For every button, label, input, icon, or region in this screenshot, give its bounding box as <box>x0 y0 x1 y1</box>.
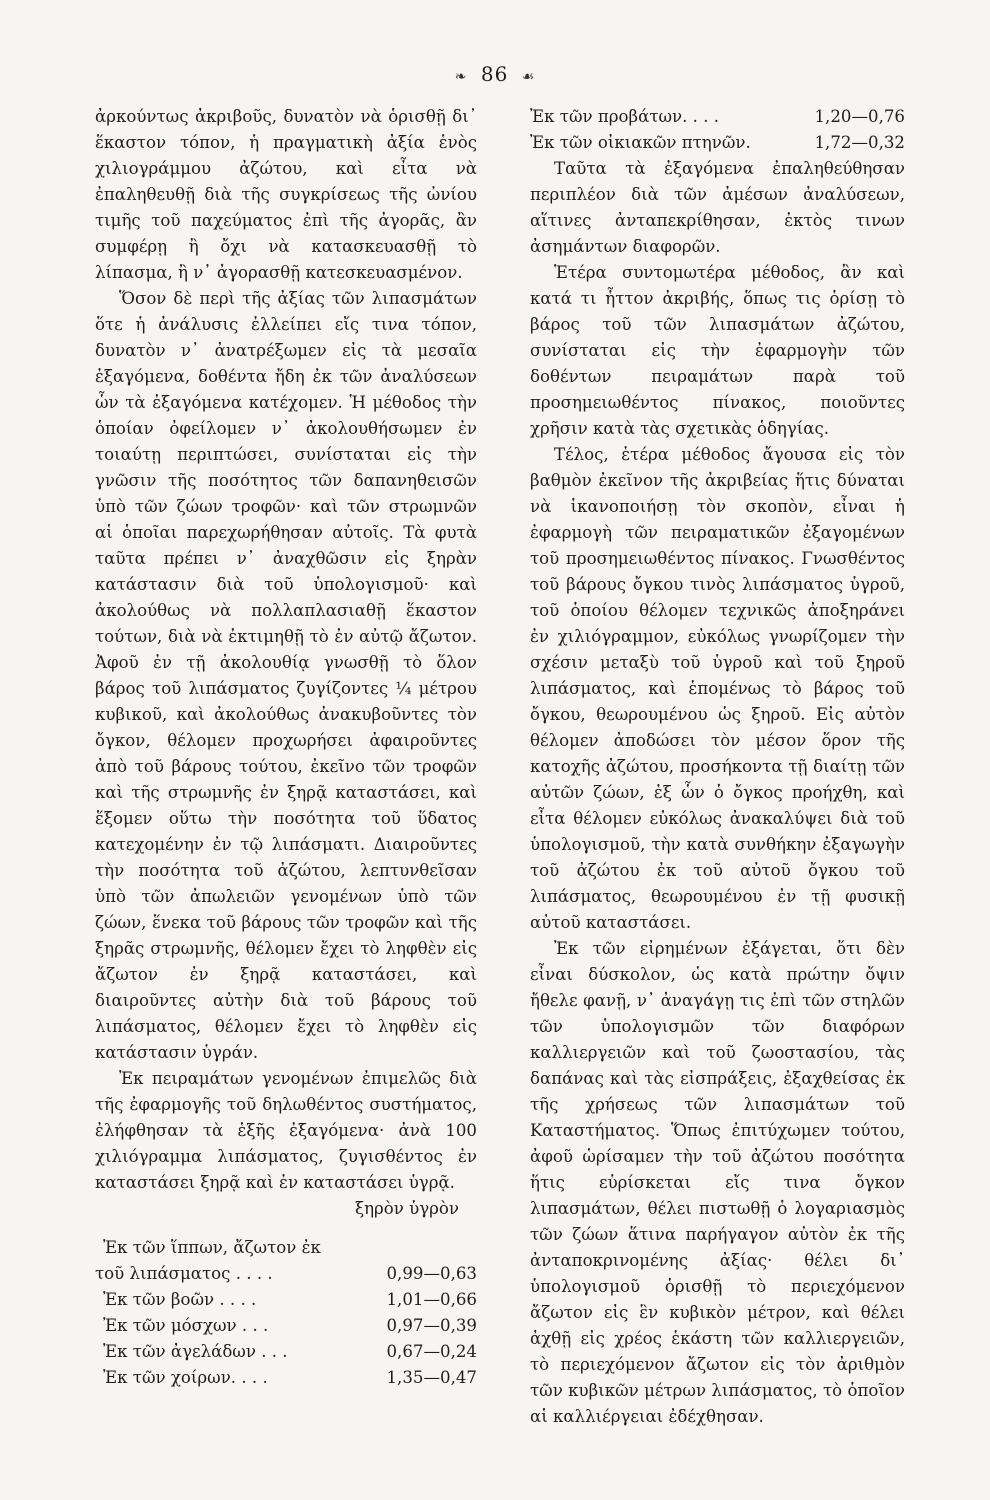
row-value: 1,72—0,32 <box>814 133 905 152</box>
table-row <box>95 1287 477 1313</box>
row-label: τοῦ λιπάσματος . . . . <box>95 1264 273 1283</box>
paragraph: ἀρκούντως ἀκριβοῦς, δυνατὸν νὰ ὁρισθῇ δι᾽ ἕκαστον τόπον, ἡ πραγματικὴ ἀξία ἑνὸς χιλιογράμμου ἀζώτου, καὶ εἶτα νὰ ἐπαληθευθῇ διὰ τῆς συγκρίσεως τῆς ὠνίου τιμῆς τοῦ παχεύματος ἐπὶ τῆς ἀγορᾶς, ἂν συμφέρῃ ἢ ὄχι νὰ κατασκευασθῇ τὸ λίπασμα, ἢ ν᾽ ἀγορασθῇ κατεσκευασμένον. <box>95 107 477 282</box>
row-value: 0,97—0,39 <box>386 1316 477 1335</box>
table-row <box>95 1313 477 1339</box>
paragraph: Ἐκ πειραμάτων γενομένων ἐπιμελῶς διὰ τῆς ἐφαρμογῆς τοῦ δηλωθέντος συστήματος, ἐλήφθησαν τὰ ἑξῆς ἐξαγόμενα· ἀνὰ 100 χιλιόγραμμα λιπάσματος, ζυγισθέντος ἐν καταστάσει ξηρᾷ καὶ ἐν καταστάσει ὑγρᾷ. <box>95 1069 477 1192</box>
table-row <box>95 1261 477 1287</box>
table-row <box>95 1365 477 1391</box>
row-value: 0,99—0,63 <box>386 1264 477 1283</box>
row-label: Ἐκ τῶν οἰκιακῶν πτηνῶν. <box>530 133 751 152</box>
page-number: 86 <box>480 62 509 86</box>
page-header <box>0 62 990 86</box>
paragraph: Ὅσον δὲ περὶ τῆς ἀξίας τῶν λιπασμάτων ὅτε ἡ ἀνάλυσις ἐλλείπει εἴς τινα τόπον, δυνατὸν ν᾽ ἀνατρέξωμεν εἰς τὰ μεσαῖα ἐξαγόμενα, δοθέντα ἤδη ἐκ τῶν ἀναλύσεων ὧν τὰ ἐξαγόμενα κατέχομεν. Ἡ μέθοδος τὴν ὁποίαν ὀφείλομεν ν᾽ ἀκολουθήσωμεν ἐν τοιαύτῃ περιπτώσει, συνίσταται εἰς τὴν γνῶσιν τῆς ποσότητος τῶν δαπανηθεισῶν ὑπὸ τῶν ζώων τροφῶν· καὶ τῶν στρωμνῶν αἱ ὁποῖαι παρεχωρήθησαν αὐτοῖς. Τὰ φυτὰ ταῦτα πρέπει ν᾽ ἀναχθῶσιν εἰς ξηρὰν κατάστασιν διὰ τοῦ ὑπολογισμοῦ· καὶ ἀκολούθως νὰ πολλαπλασιαθῇ ἕκαστον τούτων, διὰ νὰ ἐκτιμηθῇ τὸ ἐν αὐτῷ ἄζωτον. Ἀφοῦ ἐν τῇ ἀκολουθίᾳ γνωσθῇ τὸ ὅλον βάρος τοῦ λιπάσματος ζυγίζοντες ¼ μέτρου κυβικοῦ, καὶ ἀκολούθως ἀνακυβοῦντες τὸν ὄγκον, θέλομεν προχωρήσει ἀφαιροῦντες ἀπὸ τοῦ βάρους τούτου, ἐκεῖνο τῶν τροφῶν καὶ τῆς στρωμνῆς ἐν ξηρᾷ καταστάσει, καὶ ἕξομεν οὕτω τὴν ποσότητα τοῦ ὕδατος κατεχομένην ἐν τῷ λιπάσματι. Διαιροῦντες τὴν ποσότητα τοῦ ἀζώτου, λεπτυνθεῖσαν ὑπὸ τῶν ἀπωλειῶν γενομένων ὑπὸ τῶν ζώων, ἕνεκα τοῦ βάρους τῶν τροφῶν καὶ τῆς ξηρᾶς στρωμνῆς, θέλομεν ἔχει τὸ ληφθὲν εἰς ἄζωτον ἐν ξηρᾷ καταστάσει, καὶ διαιροῦντες αὐτὴν διὰ τοῦ βάρους τοῦ λιπάσματος, θέλομεν ἔχει τὸ ληφθὲν εἰς κατάστασιν ὑγράν. <box>95 289 477 1062</box>
row-label: Ἐκ τῶν ἀγελάδων . . . <box>103 1342 288 1361</box>
table-row <box>95 1339 477 1365</box>
row-label: Ἐκ τῶν βοῶν . . . . <box>103 1290 257 1309</box>
table-intro <box>95 1235 477 1261</box>
table-row <box>530 130 905 156</box>
ornament-right-icon: ☙ <box>521 69 536 85</box>
paragraph: Ἑτέρα συντομωτέρα μέθοδος, ἂν καὶ κατά τι ἧττον ἀκριβής, ὅπως τις ὁρίσῃ τὸ βάρος τοῦ τῶν λιπασμάτων ἀζώτου, συνίσταται εἰς τὴν ἐφαρμογὴν τῶν δοθέντων πειραμάτων παρὰ τοῦ προσημειωθέντος πίνακος, ποιοῦντες χρῆσιν κατὰ τὰς σχετικὰς ὁδηγίας. <box>530 263 905 438</box>
table-column-header: ξηρὸν ὑγρὸν <box>354 1199 459 1218</box>
paragraph: Ταῦτα τὰ ἐξαγόμενα ἐπαληθεύθησαν περιπλέον διὰ τῶν ἀμέσων ἀναλύσεων, αἵτινες ἀνταπεκρίθησαν, ἐκτὸς τινων ἀσημάντων διαφορῶν. <box>530 159 905 256</box>
paragraph: Ἐκ τῶν εἰρημένων ἐξάγεται, ὅτι δὲν εἶναι δύσκολον, ὡς κατὰ πρώτην ὄψιν ἤθελε φανῇ, ν᾽ ἀναγάγῃ τις ἐπὶ τῶν στηλῶν τῶν ὑπολογισμῶν τῶν διαφόρων καλλιεργειῶν καὶ τοῦ ζωοστασίου, τὰς δαπάνας καὶ τὰς εἰσπράξεις, ἐξαχθείσας ἐκ τῆς χρήσεως τῶν λιπασμάτων τοῦ Καταστήματος. Ὅπως ἐπιτύχωμεν τούτου, ἀφοῦ ὡρίσαμεν τὴν τοῦ ἀζώτου ποσότητα ἥτις εὑρίσκεται εἴς τινα ὄγκον λιπασμάτων, θέλει πιστωθῇ ὁ λογαριασμὸς τῶν ζώων ἅτινα παρήγαγον αὐτὸν ἐκ τῆς ἀνταποκρινομένης ἀξίας· θέλει δι᾽ ὑπολογισμοῦ ὁρισθῇ τὸ περιεχόμενον ἄζωτον εἰς ἓν κυβικὸν μέτρον, καὶ θέλει ἀχθῇ εἰς χρέος ἑκάστη τῶν καλλιεργειῶν, τὸ περιεχόμενον ἄζωτον εἰς τὸν ἀριθμὸν τῶν κυβικῶν μέτρων λιπάσματος, τὸ ὁποῖον αἱ καλλιέργειαι ἐδέχθησαν. <box>530 939 905 1426</box>
row-label: Ἐκ τῶν μόσχων . . . <box>103 1316 269 1335</box>
left-column <box>95 104 477 1391</box>
spacer <box>95 1222 477 1235</box>
right-column <box>530 104 905 1430</box>
row-value: 1,01—0,66 <box>386 1290 477 1309</box>
row-value: 1,35—0,47 <box>386 1368 477 1387</box>
row-value: 1,20—0,76 <box>814 107 905 126</box>
table-row <box>530 104 905 130</box>
row-label: Ἐκ τῶν προβάτων. . . . <box>530 107 720 126</box>
paragraph: Τέλος, ἑτέρα μέθοδος ἄγουσα εἰς τὸν βαθμὸν ἐκεῖνον τῆς ἀκριβείας ἥτις δύναται νὰ ἱκανοποιήσῃ τὸν σκοπὸν, εἶναι ἡ ἐφαρμογὴ τῶν πειραματικῶν ἐξαγομένων τοῦ προσημειωθέντος πίνακος. Γνωσθέντος τοῦ βάρους ὄγκου τινὸς λιπάσματος ὑγροῦ, τοῦ ὁποίου θέλομεν τεχνικῶς ἀποξηράνει ἐν χιλιόγραμμον, εὐκόλως γνωρίζομεν τὴν σχέσιν μεταξὺ τοῦ ὑγροῦ καὶ τοῦ ξηροῦ λιπάσματος, καὶ ἑπομένως τὸ βάρος τοῦ ὄγκου, θεωρουμένου ὡς ξηροῦ. Εἰς αὐτὸν θέλομεν ἀποδώσει τὸν μέσον ὅρον τῆς κατοχῆς ἀζώτου, προσήκοντα τῇ διαίτῃ τῶν αὐτῶν ζώων, ἐξ ὧν ὁ ὄγκος προήχθη, καὶ εἶτα θέλομεν εὐκόλως ἀνακαλύψει διὰ τοῦ ὑπολογισμοῦ, τὴν κατὰ συνθήκην ἐξαγωγὴν τοῦ ἀζώτου ἐκ τοῦ αὐτοῦ ὄγκου τοῦ λιπάσματος, θεωρουμένου ἐν τῇ φυσικῇ αὐτοῦ καταστάσει. <box>530 445 905 932</box>
ornament-left-icon: ❧ <box>454 69 468 85</box>
row-label: Ἐκ τῶν χοίρων. . . . <box>103 1368 268 1387</box>
table-intro-label: Ἐκ τῶν ἵππων, ἄζωτον ἐκ <box>103 1238 321 1257</box>
row-value: 0,67—0,24 <box>386 1342 477 1361</box>
